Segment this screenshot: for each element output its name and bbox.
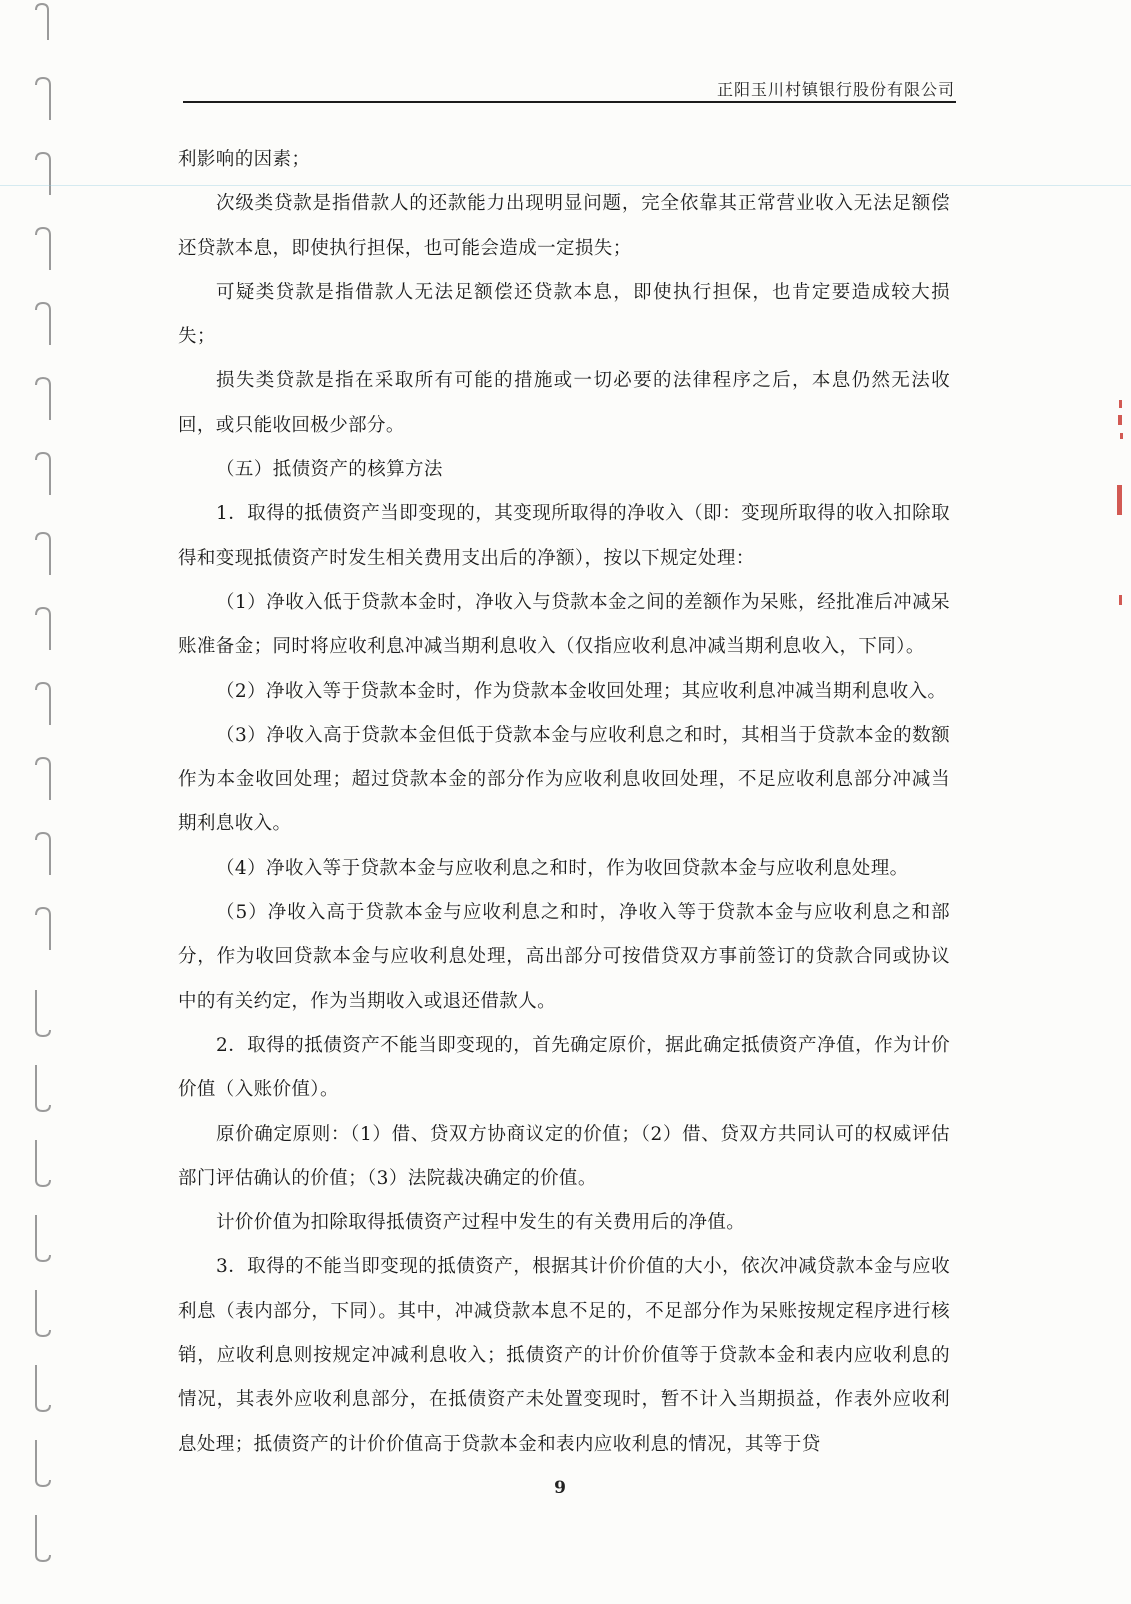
- paragraph: 计价价值为扣除取得抵债资产过程中发生的有关费用后的净值。: [216, 1212, 746, 1234]
- paragraph: 可疑类贷款是指借款人无法足额偿还贷款本息，即使执行担保，也肯定要造成较大损失；: [178, 281, 950, 348]
- binding-holes: [14, 0, 54, 1600]
- page-number: 9: [554, 1478, 566, 1498]
- paragraph: 利影响的因素；: [178, 149, 311, 170]
- binding-holes-graphic: [14, 0, 54, 1600]
- seal-stamp-edge: [1113, 395, 1125, 635]
- paragraph: （3）净收入高于贷款本金但低于贷款本金与应收利息之和时，其相当于贷款本金的数额作为本金收回处理；超过贷款本金的部分作为应收利息收回处理，不足应收利息部分冲减当期利息收入。: [178, 724, 950, 835]
- paragraph: 3．取得的不能当即变现的抵债资产，根据其计价价值的大小，依次冲减贷款本金与应收利息（表内部分，下同）。其中，冲减贷款本息不足的，不足部分作为呆账按规定程序进行核销，应收利息则按规定冲减利息收入；抵债资产的计价价值等于贷款本金和表内应收利息的情况，其表外应收利息部分，在抵债资产未处置变现时，暂不计入当期损益，作表外应收利息处理；抵债资产的计价价值高于贷款本金和表内应收利息的情况，其等于贷: [178, 1256, 950, 1455]
- paragraph: （2）净收入等于贷款本金时，作为贷款本金收回处理；其应收利息冲减当期利息收入。: [216, 680, 947, 702]
- paragraph: 1．取得的抵债资产当即变现的，其变现所取得的净收入（即：变现所取得的收入扣除取得和变现抵债资产时发生相关费用支出后的净额），按以下规定处理：: [178, 503, 950, 569]
- header-rule: [183, 101, 956, 103]
- paragraph: 损失类贷款是指在采取所有可能的措施或一切必要的法律程序之后，本息仍然无法收回，或只能收回极少部分。: [178, 370, 950, 436]
- paragraph: （五）抵债资产的核算方法: [216, 459, 443, 481]
- paragraph: 次级类贷款是指借款人的还款能力出现明显问题，完全依靠其正常营业收入无法足额偿还贷款本息，即使执行担保，也可能会造成一定损失；: [178, 193, 950, 259]
- paragraph: 原价确定原则：（1）借、贷双方协商议定的价值；（2）借、贷双方共同认可的权威评估部门评估确认的价值；（3）法院裁决确定的价值。: [178, 1123, 950, 1189]
- paragraph: 2．取得的抵债资产不能当即变现的，首先确定原价，据此确定抵债资产净值，作为计价价值（入账价值）。: [178, 1034, 950, 1101]
- paragraph: （5）净收入高于贷款本金与应收利息之和时，净收入等于贷款本金与应收利息之和部分，作为收回贷款本金与应收利息处理，高出部分可按借贷双方事前签订的贷款合同或协议中的有关约定，作为当期收入或退还借款人。: [178, 902, 950, 1012]
- paragraph: （1）净收入低于贷款本金时，净收入与贷款本金之间的差额作为呆账，经批准后冲减呆账准备金；同时将应收利息冲减当期利息收入（仅指应收利息冲减当期利息收入，下同）。: [178, 591, 950, 658]
- seal-stamp-graphic: [1113, 395, 1125, 635]
- paragraph: （4）净收入等于贷款本金与应收利息之和时，作为收回贷款本金与应收利息处理。: [216, 857, 909, 879]
- company-header: 正阳玉川村镇银行股份有限公司: [716, 80, 955, 99]
- body-text: [178, 138, 950, 1467]
